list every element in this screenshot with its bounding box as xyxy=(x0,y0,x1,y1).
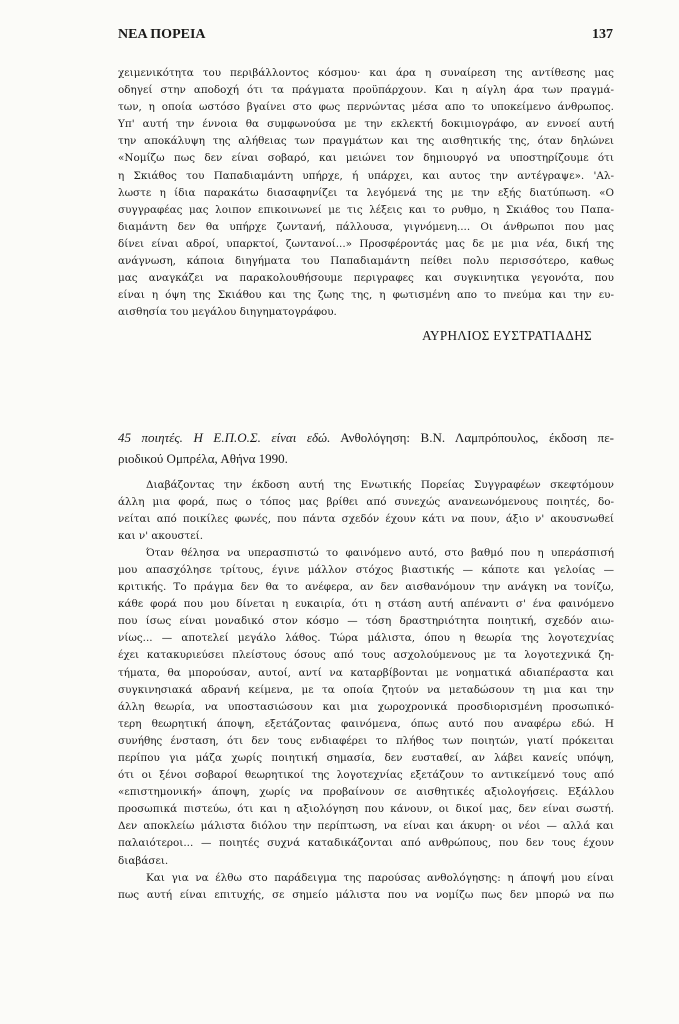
text-line: ότι οι ξένοι σοβαροί θεωρητικοί της λογοτεχνίας εξετάζουν το αντικείμενό τους από xyxy=(118,769,614,782)
text-line: πως αυτή είναι επιτυχής, σε σημείο μάλιστα που να νομίζω πως δεν μπορώ να πω xyxy=(118,888,614,901)
review-book-details: Ανθολόγηση: Β.Ν. Λαμπρόπουλος, έκδοση πε- xyxy=(330,429,614,445)
review-title-line: ριοδικού Ομπρέλα, Αθήνα 1990. xyxy=(118,450,288,466)
text-line: παλαιότεροι... — ποιητές συχνά καταδικάζονται από ανθρώπους, που δεν τους έχουν xyxy=(118,837,614,850)
review-book-title: 45 ποιητές. Η Ε.Π.Ο.Σ. είναι εδώ. xyxy=(118,429,331,445)
text-line: συγγραφέας μας λοιπον επικοινωνεί με τις λέξεις και το ρυθμο, η Σκιάθος του Παπα- xyxy=(118,203,614,216)
page-content xyxy=(118,65,614,904)
review-heading xyxy=(118,427,614,469)
text-line: Δεν αποκλείω μάλιστα διόλου την περίπτωση, να είναι και άκυρη· οι νέοι — αλλά και xyxy=(118,820,614,833)
text-line: και ν' ακουστεί. xyxy=(118,529,204,542)
text-line: την αποκάλυψη της αλήθειας των πραγμάτων και της αισθητικής της, όταν δηλώνει xyxy=(118,135,614,148)
text-line: κριτικής. Το πράγμα δεν θα το ανέφερα, αν δεν αισθανόμουν την ανάγκη να τονίζω, xyxy=(118,581,614,594)
text-line: συγκινησιακά αδρανή κείμενα, με τα οποία ζητούν να μεταδώσουν τη μια και την xyxy=(118,683,614,696)
review-text xyxy=(118,477,614,904)
text-line: Υπ' αυτή την έννοια θα συμφωνούσα με την εκλεκτή δοκιμιογράφο, αν εννοεί αυτή xyxy=(118,118,614,131)
text-line: «επιστημονική» άποψη, χωρίς να προβαίνουν σε αισθητικές αξιολογήσεις. Εξάλλου xyxy=(118,786,614,799)
first-article-text xyxy=(118,65,614,321)
text-line: προσωπικά πιστεύω, ότι και η αξιολόγηση που κάνουν, οι δικοί μας, δεν είναι σωστή. xyxy=(118,803,614,816)
running-header xyxy=(118,24,613,46)
text-line: κάθε φορά που μου δίνεται η ευκαιρία, ότι η στάση αυτή απέναντι σ' ένα φαινόμενο xyxy=(118,598,614,611)
author-signature: ΑΥΡΗΛΙΟΣ ΕΥΣΤΡΑΤΙΑΔΗΣ xyxy=(422,328,592,344)
text-line: η Σκιάθος του Παπαδιαμάντη υπήρχε, ή υπάρχει, και αυτος την αντέγραψε». 'Αλ- xyxy=(118,169,614,182)
text-line: χειμενικότητα του περιβάλλοντος κόσμου· και άρα η συναίρεση της αντίθεσης μας xyxy=(118,67,614,79)
text-line: μας αναγκάζει να παρακολουθήσουμε περιγραφες και συγκινητικα γεγονότα, που xyxy=(118,272,614,285)
text-line: διαβάσει. xyxy=(118,854,169,867)
text-line: τήματα, θα μπορούσαν, αυτοί, αντί να καταρβίβονται με νοηματικά αδιαπέραστα και xyxy=(118,666,614,679)
text-line: των, η οποία ωστόσο βγαίνει στο φως περνώντας μέσα απο το υποκείμενο άνθρωπος. xyxy=(118,101,614,114)
text-line: λωστε η ίδια παρακάτω διασαφηνίζει τα λεγόμενά της με την εξής διατύπωση. «Ο xyxy=(118,186,614,199)
page-number: 137 xyxy=(592,27,613,42)
text-line: έχει κατακυριεύσει πλείστους όσους από τους ασχολούμενους με τα λογοτεχνικά ζη- xyxy=(118,649,614,662)
text-line: μου απασχόλησε τρίτους, έγινε μάλλον στόχος βιαστικής — κάποτε και γελοίας — xyxy=(118,563,614,576)
text-line: οδηγεί στην αποδοχή ότι τα πράγματα προϋπάρχουν. Και η αίγλη άρα των πραγμά- xyxy=(118,84,614,97)
text-line: νίως... — αποτελεί μεγάλο λάθος. Τώρα μάλιστα, όπου η θεωρία της λογοτεχνίας xyxy=(118,632,614,645)
text-line: διαμάντη δεν θα υπήρχε ζωντανή, πάλλουσα, γιγνόμενη.... Οι άνθρωποι που μας xyxy=(118,220,614,233)
text-line: Διαβάζοντας την έκδοση αυτή της Ενωτικής Πορείας Συγγραφέων σκεφτόμουν xyxy=(146,478,614,491)
text-line: τερη θεωρητική άποψη, εξετάζοντας φαινόμενα, όπως αυτό που αναφέρω εδώ. Η xyxy=(118,717,614,730)
text-line: δίνει είναι αδροί, υπαρκτοί, ζωντανοί...» Προσφέροντάς μας δε με μια νέα, δική της xyxy=(118,237,614,250)
text-line: Και για να έλθω στο παράδειγμα της παρούσας ανθολόγησης: η άποψή μου είναι xyxy=(146,871,614,884)
text-line: αισθησία του μεγάλου διηγηματογράφου. xyxy=(118,306,337,319)
text-line: περίπου για μάζα χωρίς ποιητική σημασία, δεν ευσταθεί, αν λάβει κανείς υπόψη, xyxy=(118,752,614,764)
text-line: «Νομίζω πως δεν είναι σοβαρό, και μειώνει τον δημιουργό να υποστηρίζουμε ότι xyxy=(118,152,614,165)
text-line: άλλη θεωρία, να υποστασιώσουν και μια χωροχρονικά προσδιορισμένη προσωπικό- xyxy=(118,700,614,713)
section-spacer xyxy=(118,345,614,427)
text-line: νείται από ποικίλες φωνές, που πάντα σχεδόν έχουν κάτι να πουν, άξιο ν' ακουσνωθεί xyxy=(118,512,614,525)
text-line: είναι η όψη της Σκιάθου και της ζωης της, η φωτισμένη απο το πνεύμα και την ευ- xyxy=(118,289,614,302)
text-line: άλλη μια φορά, πως ο τόπος μας βρίθει από συνεχώς ανανεωνόμενους ποιητές, δο- xyxy=(118,495,614,508)
text-line: συνήθης ένσταση, ότι δεν τους ενδιαφέρει το πλήθος των ποιητών, γιατί πρόκειται xyxy=(118,734,614,747)
journal-title: ΝΕΑ ΠΟΡΕΙΑ xyxy=(118,27,206,42)
text-line: που ίσως είναι μοναδικό στον κόσμο — τόση δραστηριότητα ποιητική, σχεδόν αιω- xyxy=(118,615,614,628)
review-title-line xyxy=(118,427,614,448)
text-line: ανάγνωση, κάποια διηγήματα του Παπαδιαμάντη πείθει πολυ περισσότερο, καθως xyxy=(118,255,614,268)
text-line: Όταν θέλησα να υπερασπιστώ το φαινόμενο αυτό, στο βαθμό που η υπεράσπισή xyxy=(146,546,614,559)
